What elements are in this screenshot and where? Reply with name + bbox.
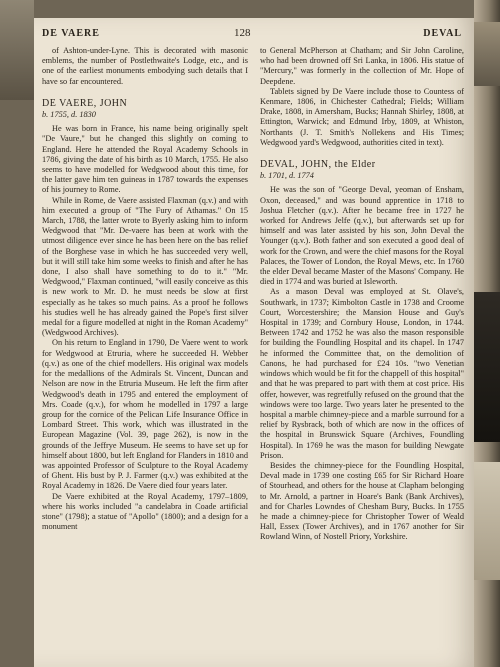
paragraph: Besides the chimney-piece for the Foundling Hospital, Deval made in 1739 one costing £65 for Sir Richard Hoare of Stourhead, and others for the house at Clapham belonging to Mr. Arnold, a partner in Hoare's Bank (Bank Archives), and for Charles Lowndes of Chesham Bury, Bucks. In 1755 he made a chimney-piece for Christopher Tower of Weald Hall, Essex (Tower Archives), and in 1767 another for Sir Rowland Winn, of Nostell Priory, Yorkshire. [260,460,464,542]
right-top-text: to General McPherson at Chatham; and Sir John Caroline, who had been drowned off Sri Lanka, in 1806. His statue of "Mercury," was formerly in the collection of Mr. Hope of Deepdene. [260,46,464,86]
left-column [42,46,248,532]
paragraph: He was the son of "George Deval, yeoman of Ensham, Oxon, deceased," and was bound apprentice in 1718 to Joshua Fletcher (q.v.). After he became free in 1727 he worked for Andrews Jelfe (q.v.), but afterwards set up for himself and was later assisted by his son, John Deval the Younger (q.v.). Both father and son executed a good deal of work for the Crown, and were the chief masons for the Royal Palaces, the Tower of London, the Royal Mews, etc. In 1760 the elder Deval became Master of the Masons' Company. He died in 1774 and was buried at Isleworth. [260,185,464,287]
adjacent-page-photo-left [0,0,34,100]
paragraph: As a mason Deval was employed at St. Olave's, Southwark, in 1737; Kimbolton Castle in 1738 and Croome Court, Worcestershire; the Mansion House and Guy's Hospital in 1739; and Cornbury House, London, in 1744. Between 1742 and 1752 he was also the mason responsible for building the Foundling Hospital and its chapel. In 1747 he informed the Committee that, on the demolition of Canons, he had purchased for £24 10s. "two Venetian windows which would be fit for the chappell of this hospital" and that he was prepared to part with them at cost price. His offer, however, was regretfully refused on the ground that the windows were too large. Two years later he presented to the hospital a marble chimney-piece and a marble surround for a relief by Rysbrack, both of which are now in the offices of the hospital in Brunswick Square (Archives, Foundling Hospital). In 1769 he was the mason for building Newgate Prison. [260,287,464,460]
running-header [34,26,474,42]
left-top-text: of Ashton-under-Lyne. This is decorated with masonic emblems, the number of Postlethwaite's Lodge, etc., and is one of the earliest monuments embodying such details that I have so far encountered. [42,46,248,86]
header-left-name: DE VAERE [42,28,100,39]
right-column [260,46,464,543]
header-right-name: DEVAL [423,28,462,39]
paragraph: On his return to England in 1790, De Vaere went to work for Wedgwood at Etruria, where he succeeded H. Webber (q.v.) as one of the chief modellers. His original wax models for the medallions of the Admirals St. Vincent, Duncan and Nelson are now in the Etruria Museum. He left the firm after Wedgwood's death in 1795 and entered the employment of Mrs. Coade (q.v.), for whom he modelled in 1797 a large group for the cornice of the Pelican Life Insurance Office in Lombard Street. This work, which was illustrated in the European Magazine (Vol. 39, page 262), is now in the grounds of the Jeffrye Museum. He seems to have set up for himself about 1800, but left England for Flanders in 1810 and was appointed Professor of Sculpture to the Royal Academy of Ghent. His bust by P. J. Farmer (q.v.) was exhibited at the Royal Academy in 1826. De Vaere died four years later. [42,338,248,491]
paragraph: While in Rome, de Vaere assisted Flaxman (q.v.) and with him executed a group of "The Fury of Athamas." On 15 March, 1788, the latter wrote to Byerly asking him to inform Wedgwood that "Mr. De-vaere has been at work with the utmost diligence ever since he has been here on the bas relief of the Borghese vase in which he has succeeded very well, but it will still take him some weeks to finish and after he has done, I also shall have something to do to it." "Mr. Wedgwood," Flaxman continued, "will easily conceive as this is new work to Mr. D. he must needs be slow at first especially as he takes so much pains. As a proof he follows his studies well he has already gained the Pope's first silver medal for a figure modelled at night in the Roman Academy" (Wedgwood Archives). [42,195,248,338]
entry-dates-de-vaere: b. 1755, d. 1830 [42,110,96,120]
entry-dates-deval: b. 1701, d. 1774 [260,171,314,181]
entry-heading-deval: DEVAL, JOHN, the Elder [260,159,376,171]
entry-heading-de-vaere: DE VAERE, JOHN [42,97,128,109]
paragraph: De Vaere exhibited at the Royal Academy, 1797–1809, where his works included "a candelabra in Coade artificial stone" (1798); a statue of "Apollo" (1800); and a design for a monument [42,491,248,532]
page-number: 128 [234,27,251,39]
paragraph: He was born in France, his name being originally spelt "De Vaure," but he changed this slightly on coming to England. Here he attended the Royal Academy Schools in 1786, giving the date of his birth as 10 March, 1755. He also seems to have modelled for Wedgwood about this time, for the latter gave him ten guineas in 1787 towards the expenses of his journey to Rome. [42,124,248,195]
right-top-text-2: Tablets signed by De Vaere include those to Countess of Kenmare, 1806, in Chichester Cathedral; Fields; William Drake, 1808, in Amersham, Bucks; Hannah Shirley, 1808, at Ettington, Warwick; and Edmund Irby, 1809, at Whiston, Northants (J. T. Smith's Nollekens and His Times; Wedgwood yard's Wedgwood, authorities cited in text). [260,86,464,147]
book-page [34,18,474,667]
